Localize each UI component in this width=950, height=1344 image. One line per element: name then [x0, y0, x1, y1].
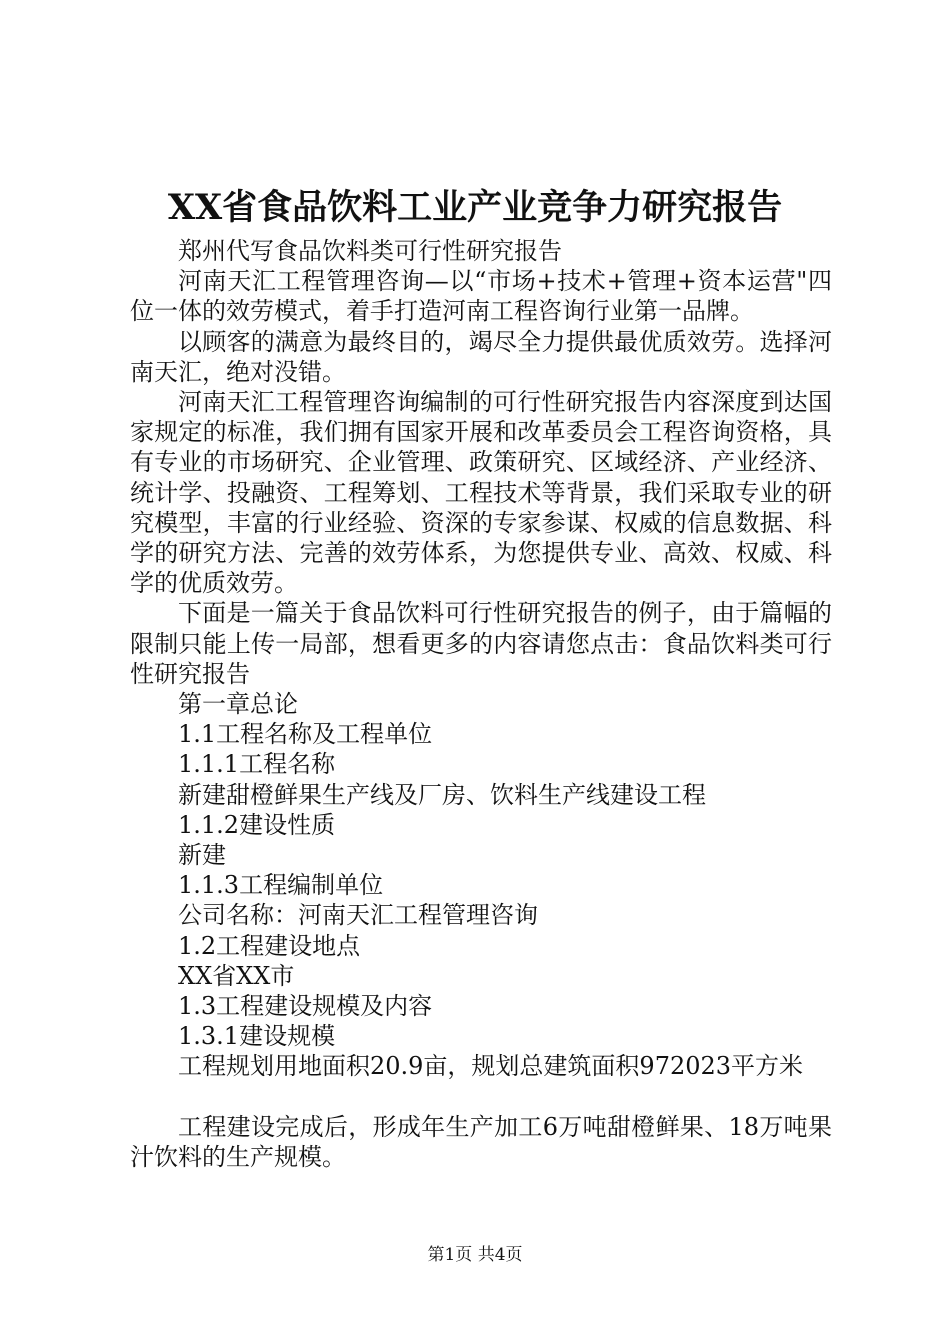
page-footer: 第1页 共4页 [427, 1245, 523, 1265]
section-heading: 1.1工程名称及工程单位 [178, 720, 433, 749]
section-heading: 1.2工程建设地点 [178, 931, 361, 960]
subsection-heading: 1.3.1建设规模 [178, 1022, 336, 1051]
subsection-heading: 1.1.3工程编制单位 [178, 871, 384, 900]
paragraph: XX省XX市 [178, 961, 295, 990]
document-title: XX省食品饮料工业产业竞争力研究报告 [167, 187, 783, 228]
paragraph: 公司名称：河南天汇工程管理咨询 [178, 901, 538, 930]
paragraph: 河南天汇工程管理咨询—以“市场+技术+管理+资本运营"四位一体的效劳模式，着手打造河南工程咨询行业第一品牌。 [130, 267, 832, 326]
paragraph: 河南天汇工程管理咨询编制的可行性研究报告内容深度到达国家规定的标准，我们拥有国家开展和改革委员会工程咨询资格，具有专业的市场研究、企业管理、政策研究、区域经济、产业经济、统计学、投融资、工程筹划、工程技术等背景，我们采取专业的研究模型，丰富的行业经验、资深的专家参谋、权威的信息数据、科学的研究方法、完善的效劳体系，为您提供专业、高效、权威、科学的优质效劳。 [130, 388, 832, 598]
paragraph: 郑州代写食品饮料类可行性研究报告 [178, 237, 562, 265]
subsection-heading: 1.1.1工程名称 [178, 750, 336, 779]
paragraph: 新建甜橙鲜果生产线及厂房、饮料生产线建设工程 [178, 780, 706, 809]
paragraph: 工程规划用地面积20.9亩，规划总建筑面积972023平方米 [178, 1052, 804, 1081]
document-body [130, 236, 832, 1172]
paragraph: 下面是一篇关于食品饮料可行性研究报告的例子，由于篇幅的限制只能上传一局部，想看更多的内容请您点击：食品饮料类可行性研究报告 [130, 599, 832, 688]
paragraph: 新建 [178, 841, 226, 870]
subsection-heading: 1.1.2建设性质 [178, 810, 336, 839]
paragraph: 以顾客的满意为最终目的，竭尽全力提供最优质效劳。选择河南天汇，绝对没错。 [130, 327, 832, 386]
paragraph: 工程建设完成后，形成年生产加工6万吨甜橙鲜果、18万吨果汁饮料的生产规模。 [130, 1112, 832, 1171]
section-heading: 1.3工程建设规模及内容 [178, 992, 433, 1021]
chapter-heading: 第一章总论 [178, 690, 298, 719]
blank-line [130, 1082, 832, 1112]
